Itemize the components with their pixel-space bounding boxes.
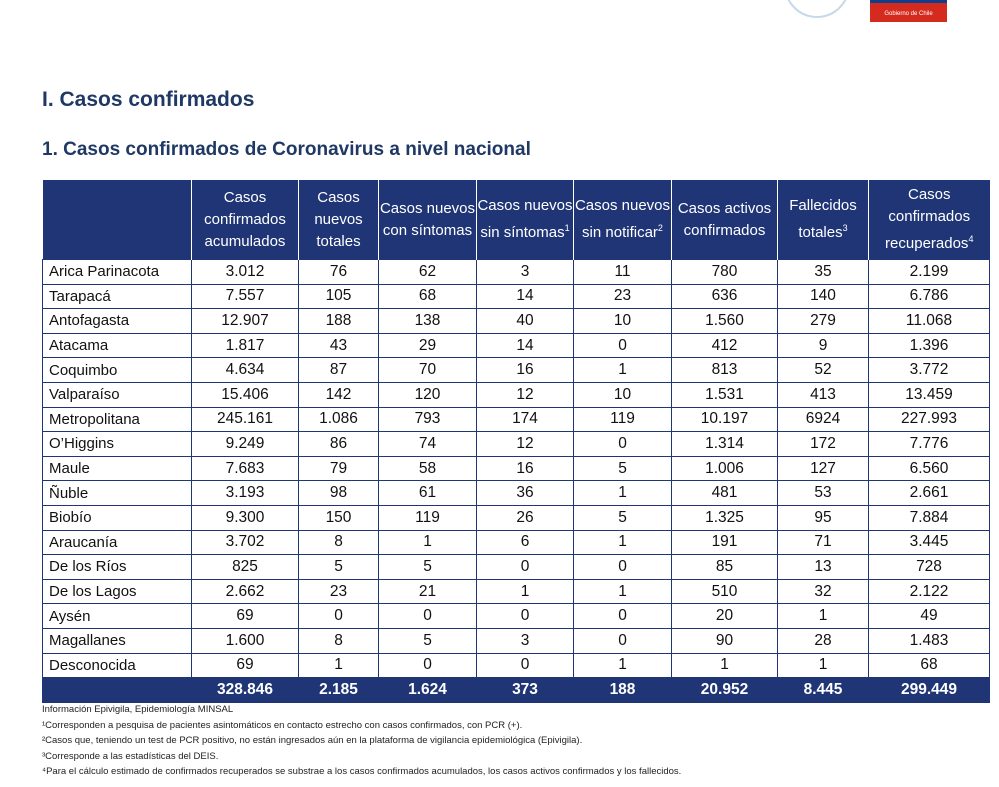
value-cell: 11.068 (869, 309, 990, 334)
value-cell: 1 (574, 579, 672, 604)
column-header-label: Casos nuevos sin notificar (574, 197, 671, 241)
value-cell: 4.634 (192, 358, 299, 383)
value-cell: 5 (574, 505, 672, 530)
value-cell: 174 (477, 407, 574, 432)
totals-row (43, 678, 990, 703)
region-name-cell: Tarapacá (43, 284, 192, 309)
value-cell: 7.683 (192, 456, 299, 481)
value-cell: 188 (299, 309, 379, 334)
table-row (43, 555, 990, 580)
value-cell: 793 (379, 407, 477, 432)
region-name-cell: Magallanes (43, 628, 192, 653)
value-cell: 780 (672, 260, 778, 285)
value-cell: 32 (778, 579, 869, 604)
footnote-marker: 2 (657, 223, 663, 233)
value-cell: 79 (299, 456, 379, 481)
value-cell: 49 (869, 604, 990, 629)
total-cell: 373 (477, 678, 574, 703)
value-cell: 1 (379, 530, 477, 555)
value-cell: 5 (379, 555, 477, 580)
value-cell: 0 (574, 555, 672, 580)
value-cell: 120 (379, 382, 477, 407)
table-row (43, 382, 990, 407)
value-cell: 1 (477, 579, 574, 604)
value-cell: 1.817 (192, 333, 299, 358)
value-cell: 138 (379, 309, 477, 334)
region-name-cell: Valparaíso (43, 382, 192, 407)
region-name-cell: Araucanía (43, 530, 192, 555)
column-header-label: Casos activos confirmados (677, 199, 772, 239)
gobierno-logo (870, 0, 947, 22)
total-cell (43, 678, 192, 703)
footnote-1: ¹Corresponden a pesquisa de pacientes asintomáticos en contacto estrecho con casos confirmados, con PCR (+). (42, 719, 523, 731)
value-cell: 12 (477, 432, 574, 457)
column-header (672, 180, 778, 260)
value-cell: 8 (299, 628, 379, 653)
value-cell: 98 (299, 481, 379, 506)
value-cell: 279 (778, 309, 869, 334)
value-cell: 1.314 (672, 432, 778, 457)
value-cell: 119 (574, 407, 672, 432)
gobierno-logo-bar (870, 0, 947, 3)
value-cell: 728 (869, 555, 990, 580)
table-row (43, 481, 990, 506)
footnote-marker: 3 (842, 223, 848, 233)
value-cell: 413 (778, 382, 869, 407)
value-cell: 1.325 (672, 505, 778, 530)
total-cell: 8.445 (778, 678, 869, 703)
value-cell: 3.012 (192, 260, 299, 285)
value-cell: 2.122 (869, 579, 990, 604)
value-cell: 1 (574, 653, 672, 678)
value-cell: 5 (574, 456, 672, 481)
column-header-label: Casos nuevos totales (314, 188, 363, 250)
total-cell: 328.846 (192, 678, 299, 703)
total-cell: 188 (574, 678, 672, 703)
value-cell: 245.161 (192, 407, 299, 432)
column-header (869, 180, 990, 260)
value-cell: 35 (778, 260, 869, 285)
value-cell: 13.459 (869, 382, 990, 407)
value-cell: 71 (778, 530, 869, 555)
value-cell: 10 (574, 382, 672, 407)
value-cell: 85 (672, 555, 778, 580)
footnote-marker: 1 (564, 223, 570, 233)
value-cell: 1 (299, 653, 379, 678)
region-name-cell: Maule (43, 456, 192, 481)
value-cell: 2.199 (869, 260, 990, 285)
value-cell: 52 (778, 358, 869, 383)
value-cell: 95 (778, 505, 869, 530)
region-name-cell: Metropolitana (43, 407, 192, 432)
region-name-cell: Coquimbo (43, 358, 192, 383)
value-cell: 172 (778, 432, 869, 457)
footnote-source: Información Epivigila, Epidemiología MINSAL (42, 704, 234, 715)
value-cell: 36 (477, 481, 574, 506)
column-header-label: Casos nuevos sin síntomas (477, 197, 573, 241)
value-cell: 227.993 (869, 407, 990, 432)
value-cell: 0 (477, 555, 574, 580)
table-row (43, 604, 990, 629)
region-name-cell: Antofagasta (43, 309, 192, 334)
column-header (43, 180, 192, 260)
value-cell: 40 (477, 309, 574, 334)
footnote-2: ²Casos que, teniendo un test de PCR positivo, no están ingresados aún en la plataforma de vigilancia epidemiológica (Epivigila). (42, 735, 583, 746)
table-row (43, 358, 990, 383)
region-name-cell: Atacama (43, 333, 192, 358)
value-cell: 28 (778, 628, 869, 653)
table-row (43, 284, 990, 309)
value-cell: 9 (778, 333, 869, 358)
value-cell: 6924 (778, 407, 869, 432)
value-cell: 76 (299, 260, 379, 285)
table-row (43, 579, 990, 604)
total-cell: 2.185 (299, 678, 379, 703)
value-cell: 1.006 (672, 456, 778, 481)
table-header-row (43, 180, 990, 260)
region-name-cell: Desconocida (43, 653, 192, 678)
value-cell: 16 (477, 456, 574, 481)
column-header-label: Casos confirmados acumulados (204, 188, 286, 250)
gobierno-logo-text: Gobierno de Chile (884, 11, 933, 17)
table-row (43, 530, 990, 555)
total-cell: 299.449 (869, 678, 990, 703)
column-header (574, 180, 672, 260)
table-row (43, 407, 990, 432)
value-cell: 10.197 (672, 407, 778, 432)
cases-table (42, 180, 990, 703)
value-cell: 6 (477, 530, 574, 555)
value-cell: 87 (299, 358, 379, 383)
value-cell: 2.662 (192, 579, 299, 604)
value-cell: 127 (778, 456, 869, 481)
value-cell: 481 (672, 481, 778, 506)
value-cell: 0 (379, 653, 477, 678)
value-cell: 1.600 (192, 628, 299, 653)
value-cell: 150 (299, 505, 379, 530)
value-cell: 1.483 (869, 628, 990, 653)
value-cell: 813 (672, 358, 778, 383)
value-cell: 16 (477, 358, 574, 383)
table-row (43, 456, 990, 481)
value-cell: 140 (778, 284, 869, 309)
value-cell: 8 (299, 530, 379, 555)
value-cell: 7.884 (869, 505, 990, 530)
value-cell: 1 (574, 481, 672, 506)
column-header (477, 180, 574, 260)
value-cell: 23 (574, 284, 672, 309)
value-cell: 825 (192, 555, 299, 580)
value-cell: 5 (379, 628, 477, 653)
value-cell: 53 (778, 481, 869, 506)
value-cell: 3.702 (192, 530, 299, 555)
column-header (379, 180, 477, 260)
value-cell: 0 (477, 604, 574, 629)
value-cell: 1 (778, 604, 869, 629)
value-cell: 10 (574, 309, 672, 334)
table-row (43, 505, 990, 530)
value-cell: 62 (379, 260, 477, 285)
value-cell: 61 (379, 481, 477, 506)
value-cell: 14 (477, 333, 574, 358)
region-name-cell: De los Lagos (43, 579, 192, 604)
value-cell: 0 (299, 604, 379, 629)
total-cell: 1.624 (379, 678, 477, 703)
value-cell: 58 (379, 456, 477, 481)
value-cell: 5 (299, 555, 379, 580)
value-cell: 7.776 (869, 432, 990, 457)
value-cell: 7.557 (192, 284, 299, 309)
value-cell: 21 (379, 579, 477, 604)
table-row (43, 309, 990, 334)
value-cell: 1.531 (672, 382, 778, 407)
value-cell: 12.907 (192, 309, 299, 334)
value-cell: 1 (574, 530, 672, 555)
value-cell: 0 (574, 333, 672, 358)
table-row (43, 628, 990, 653)
value-cell: 1 (672, 653, 778, 678)
value-cell: 12 (477, 382, 574, 407)
value-cell: 2.661 (869, 481, 990, 506)
value-cell: 43 (299, 333, 379, 358)
column-header (192, 180, 299, 260)
column-header (299, 180, 379, 260)
total-cell: 20.952 (672, 678, 778, 703)
value-cell: 0 (574, 604, 672, 629)
value-cell: 0 (477, 653, 574, 678)
value-cell: 0 (379, 604, 477, 629)
value-cell: 6.786 (869, 284, 990, 309)
column-header-label: Casos nuevos con síntomas (379, 199, 476, 239)
column-header-label: Fallecidos totales (789, 197, 857, 241)
region-name-cell: De los Ríos (43, 555, 192, 580)
value-cell: 412 (672, 333, 778, 358)
value-cell: 68 (379, 284, 477, 309)
column-header-label: Casos confirmados recuperados (885, 186, 971, 252)
value-cell: 636 (672, 284, 778, 309)
value-cell: 74 (379, 432, 477, 457)
value-cell: 69 (192, 604, 299, 629)
value-cell: 3.193 (192, 481, 299, 506)
value-cell: 1.086 (299, 407, 379, 432)
value-cell: 0 (574, 628, 672, 653)
logo-ring (784, 0, 850, 18)
value-cell: 191 (672, 530, 778, 555)
region-name-cell: O’Higgins (43, 432, 192, 457)
value-cell: 70 (379, 358, 477, 383)
value-cell: 13 (778, 555, 869, 580)
coronavirus-logo (780, 0, 852, 24)
value-cell: 510 (672, 579, 778, 604)
value-cell: 11 (574, 260, 672, 285)
value-cell: 69 (192, 653, 299, 678)
value-cell: 20 (672, 604, 778, 629)
value-cell: 3.772 (869, 358, 990, 383)
region-name-cell: Aysén (43, 604, 192, 629)
value-cell: 9.300 (192, 505, 299, 530)
value-cell: 119 (379, 505, 477, 530)
value-cell: 23 (299, 579, 379, 604)
footnote-3: ³Corresponde a las estadísticas del DEIS. (42, 750, 219, 762)
value-cell: 6.560 (869, 456, 990, 481)
footnote-marker: 4 (968, 234, 974, 244)
value-cell: 1.396 (869, 333, 990, 358)
value-cell: 68 (869, 653, 990, 678)
value-cell: 26 (477, 505, 574, 530)
value-cell: 1.560 (672, 309, 778, 334)
value-cell: 29 (379, 333, 477, 358)
column-header (778, 180, 869, 260)
footnotes (42, 702, 962, 780)
value-cell: 86 (299, 432, 379, 457)
region-name-cell: Ñuble (43, 481, 192, 506)
table-row (43, 260, 990, 285)
footnote-4: ⁴Para el cálculo estimado de confirmados recuperados se substrae a los casos confirmados acumulados, los casos activos confirmados y los fallecidos. (42, 766, 682, 777)
table-row (43, 653, 990, 678)
value-cell: 0 (574, 432, 672, 457)
table-row (43, 432, 990, 457)
table-heading: 1. Casos confirmados de Coronavirus a nivel nacional (42, 139, 531, 160)
value-cell: 105 (299, 284, 379, 309)
region-name-cell: Biobío (43, 505, 192, 530)
value-cell: 14 (477, 284, 574, 309)
table-row (43, 333, 990, 358)
value-cell: 142 (299, 382, 379, 407)
value-cell: 9.249 (192, 432, 299, 457)
value-cell: 3.445 (869, 530, 990, 555)
value-cell: 90 (672, 628, 778, 653)
value-cell: 3 (477, 260, 574, 285)
value-cell: 3 (477, 628, 574, 653)
value-cell: 15.406 (192, 382, 299, 407)
region-name-cell: Arica Parinacota (43, 260, 192, 285)
value-cell: 1 (574, 358, 672, 383)
value-cell: 1 (778, 653, 869, 678)
section-heading: I. Casos confirmados (42, 88, 255, 111)
